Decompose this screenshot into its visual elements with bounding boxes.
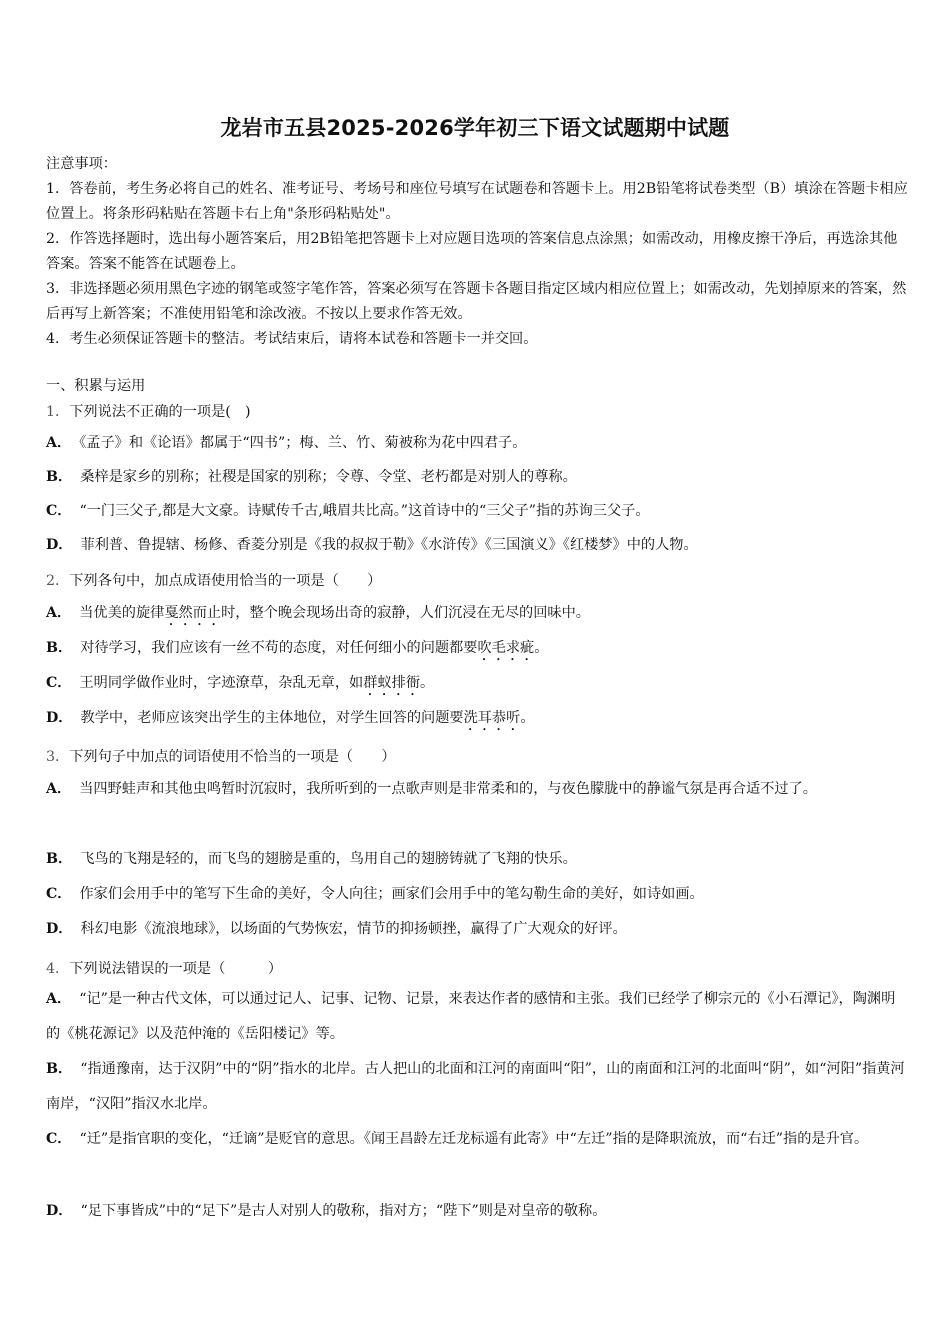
option-text-post: 。 — [520, 710, 535, 726]
option — [46, 666, 908, 701]
option-label: C． — [46, 886, 72, 902]
question-number: 1． — [46, 404, 70, 420]
option-text-post: 时，整个晚会现场出奇的寂静，人们沉浸在无尽的回味中。 — [221, 605, 590, 621]
option — [46, 842, 908, 877]
option-label: C． — [46, 1131, 72, 1147]
question-number: 4． — [46, 961, 70, 977]
option-text-post: 。 — [420, 675, 435, 691]
option — [46, 877, 908, 912]
option-text: 作家们会用手中的笔写下生命的美好，令人向往；画家们会用手中的笔勾勒生命的美好，如诗如画。 — [79, 886, 704, 902]
question-stem — [46, 570, 908, 590]
notes-item: 3．非选择题必须用黑色字迹的钢笔或签字笔作答，答案必须写在答题卡各题目指定区域内相应位置上；如需改动，先划掉原来的答案，然后再写上新答案；不准使用铅笔和涂改液。不按以上要求作答无效。 — [46, 281, 907, 322]
option-text-pre: 王明同学做作业时，字迹潦草，杂乱无章，如 — [79, 675, 364, 691]
option-text: “记”是一种古代文体，可以通过记人、记事、记物、记景，来表达作者的感情和主张。我们已经学了柳宗元的《小石潭记》，陶渊明的《桃花源记》以及范仲淹的《岳阳楼记》等。 — [46, 991, 896, 1042]
option-label: B． — [46, 1061, 73, 1077]
page-title: 龙岩市五县2025-2026学年初三下语文试题期中试题 — [220, 116, 730, 140]
dotted-idiom: 吹毛求疵 — [477, 640, 535, 656]
question-stem — [46, 401, 908, 421]
option — [46, 460, 908, 495]
option-label: A． — [46, 781, 72, 797]
option-text: “迁”是指官职的变化，“迁谪”是贬官的意思。《闻王昌龄左迁龙标遥有此寄》中“左迁”指的是降职流放，而“右迁”指的是升官。 — [79, 1131, 869, 1147]
option-text: 科幻电影《流浪地球》，以场面的气势恢宏，情节的抑扬顿挫，赢得了广大观众的好评。 — [80, 921, 627, 937]
dotted-idiom: 洗耳恭听 — [463, 710, 521, 726]
option — [46, 1194, 908, 1229]
option-text-pre: 对待学习，我们应该有一丝不苟的态度，对任何细小的问题都要 — [80, 640, 478, 656]
option — [46, 1122, 908, 1157]
option — [46, 426, 908, 461]
option-text: “指通豫南，达于汉阴”中的“阴”指水的北岸。古人把山的北面和江河的南面叫“阳”，山的南面和江河的北面叫“阴”，如“河阳”指黄河南岸，“汉阳”指汉水北岸。 — [46, 1061, 905, 1112]
option-label: A． — [46, 605, 72, 621]
option-label: A． — [46, 435, 72, 451]
option-label: D． — [46, 710, 73, 726]
option-label: A． — [46, 991, 72, 1007]
option-label: C． — [46, 675, 72, 691]
option-text: 飞鸟的飞翔是轻的，而飞鸟的翅膀是重的，鸟用自己的翅膀铸就了飞翔的快乐。 — [80, 851, 577, 867]
notes-item: 2．作答选择题时，选出每小题答案后，用2B铅笔把答题卡上对应题目选项的答案信息点涂黑；如需改动，用橡皮擦干净后，再选涂其他答案。答案不能答在试题卷上。 — [46, 231, 898, 272]
option — [46, 982, 908, 1052]
option-text: “足下事皆成”中的“足下”是古人对别人的敬称，指对方；“陛下”则是对皇帝的敬称。 — [80, 1203, 607, 1219]
option-label: D． — [46, 1203, 73, 1219]
question-text: 下列各句中，加点成语使用恰当的一项是（ ） — [69, 573, 382, 589]
option-text: 当四野蛙声和其他虫鸣暂时沉寂时，我所听到的一点歌声则是非常柔和的，与夜色朦胧中的静谧气氛是再合适不过了。 — [79, 781, 817, 797]
option-label: B． — [46, 640, 73, 656]
option-label: B． — [46, 469, 73, 485]
option — [46, 528, 908, 563]
option — [46, 596, 908, 631]
option-text-pre: 教学中，老师应该突出学生的主体地位，对学生回答的问题要 — [80, 710, 464, 726]
question-text: 下列说法错误的一项是（ ） — [69, 961, 283, 977]
option-label: B． — [46, 851, 73, 867]
option — [46, 772, 908, 807]
question-number: 2． — [46, 573, 70, 589]
question-number: 3． — [46, 749, 70, 765]
notes-heading: 注意事项： — [46, 156, 117, 172]
option — [46, 1052, 908, 1122]
option-label: D． — [46, 921, 73, 937]
option-text: 《孟子》和《论语》都属于“四书”；梅、兰、竹、菊被称为花中四君子。 — [79, 435, 527, 451]
option-label: C． — [46, 503, 72, 519]
option — [46, 912, 908, 947]
option-text-pre: 当优美的旋律 — [79, 605, 165, 621]
question-stem — [46, 746, 908, 766]
notes-block — [46, 152, 908, 352]
section-heading: 一、积累与运用 — [46, 378, 146, 394]
option-text: “一门三父子,都是大文豪。诗赋传千古,峨眉共比高。”这首诗中的“三父子”指的苏询三父子。 — [79, 503, 650, 519]
option-text-post: 。 — [534, 640, 549, 656]
question-text: 下列说法不正确的一项是( ) — [69, 404, 251, 420]
option — [46, 701, 908, 736]
dotted-idiom: 群蚁排衙 — [363, 675, 421, 691]
dotted-idiom: 戛然而止 — [164, 605, 222, 621]
question-stem — [46, 958, 908, 978]
option — [46, 631, 908, 666]
option-text: 桑梓是家乡的别称；社稷是国家的别称；令尊、令堂、老朽都是对别人的尊称。 — [80, 469, 577, 485]
option — [46, 494, 908, 529]
notes-item: 4．考生必须保证答题卡的整洁。考试结束后，请将本试卷和答题卡一并交回。 — [46, 331, 538, 347]
question-text: 下列句子中加点的词语使用不恰当的一项是（ ） — [69, 749, 396, 765]
notes-item: 1．答卷前，考生务必将自己的姓名、准考证号、考场号和座位号填写在试题卷和答题卡上。用2B铅笔将试卷类型（B）填涂在答题卡相应位置上。将条形码粘贴在答题卡右上角"条形码粘贴处"。 — [46, 181, 908, 222]
option-label: D． — [46, 537, 73, 553]
option-text: 菲利普、鲁提辖、杨修、香菱分别是《我的叔叔于勒》《水浒传》《三国演义》《红楼梦》中的人物。 — [80, 537, 698, 553]
